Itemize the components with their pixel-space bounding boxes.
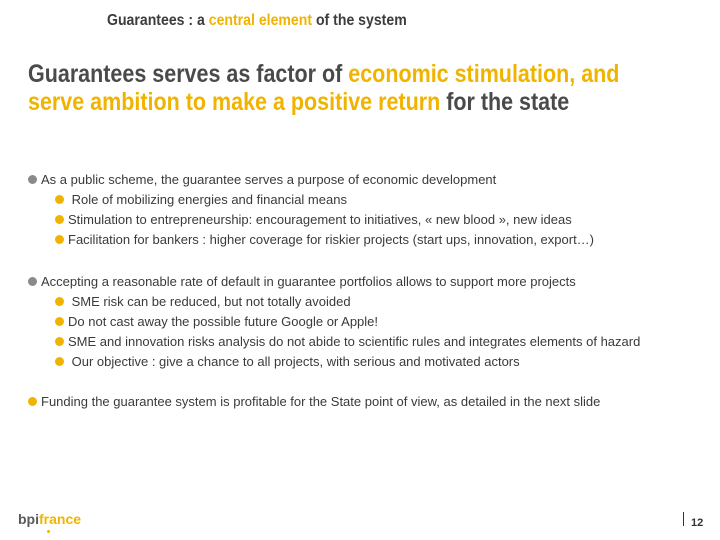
header-text-1: Guarantees : a [107,12,209,29]
page-number: 12 [691,517,704,529]
bullet-dot-icon [55,195,64,204]
bullet-dot-icon [55,297,64,306]
bullet-dot-icon [28,397,37,406]
bullet-text: Stimulation to entrepreneurship: encouragement to initiatives, « new blood », new ideas [68,212,572,227]
slide-title [28,60,619,116]
bullet-text: SME and innovation risks analysis do not abide to scientific rules and integrates elements of hazard [68,334,641,349]
bullet-dot-icon [55,235,64,244]
bullet-text: Our objective : give a chance to all projects, with serious and motivated actors [71,354,520,369]
bullet-item [28,394,600,410]
bullet-dot-icon [55,215,64,224]
sub-bullet-item [55,294,351,310]
bullet-text: As a public scheme, the guarantee serves a purpose of economic development [41,172,497,187]
bullet-item [28,172,496,188]
slide-header [107,12,407,30]
title-line1-highlight: economic stimulation, and [348,60,620,88]
header-highlight: central element [208,12,313,29]
title-line1-text: Guarantees serves as factor of [28,60,349,88]
sub-bullet-item [55,314,378,330]
bullet-text: SME risk can be reduced, but not totally avoided [71,294,351,309]
sub-bullet-item [55,212,572,228]
sub-bullet-item [55,232,594,248]
bullet-dot-icon [55,337,64,346]
bullet-text: Do not cast away the possible future Google or Apple! [68,314,379,329]
bullet-dot-icon [55,357,64,366]
bullet-item [28,274,576,290]
logo-dot-icon [47,530,50,533]
logo-text-1: bpi [18,511,39,527]
bullet-text: Accepting a reasonable rate of default in guarantee portfolios allows to support more projects [41,274,576,289]
sub-bullet-item [55,334,640,350]
title-line2-text: for the state [440,88,570,116]
bullet-text: Role of mobilizing energies and financial means [71,192,347,207]
bullet-text: Funding the guarantee system is profitable for the State point of view, as detailed in the next slide [41,394,601,409]
logo-text-2: france [39,511,82,527]
page-number-divider [683,512,684,526]
bullet-dot-icon [55,317,64,326]
bullet-dot-icon [28,277,37,286]
title-line-1 [28,60,619,88]
sub-bullet-item [55,192,347,208]
bullet-dot-icon [28,175,37,184]
sub-bullet-item [55,354,520,370]
title-line-2 [28,88,619,116]
title-line2-highlight: serve ambition to make a positive return [28,88,441,116]
bpifrance-logo [18,511,81,527]
header-text-2: of the system [312,12,407,29]
bullet-text: Facilitation for bankers : higher coverage for riskier projects (start ups, innovation, export…) [68,232,595,247]
